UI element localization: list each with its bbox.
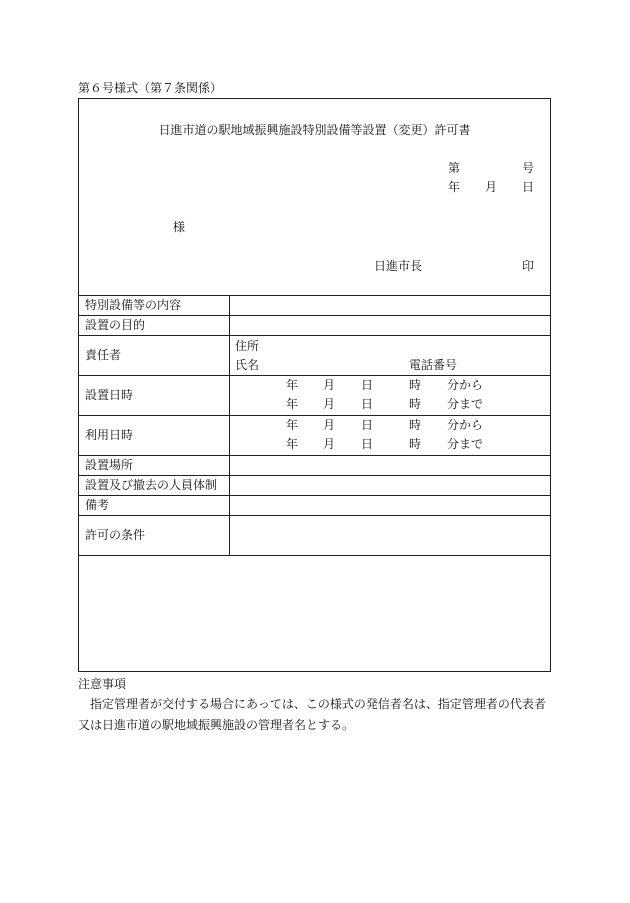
row-label-staffing: 設置及び撤去の人員体制 bbox=[85, 478, 218, 492]
number-suffix: 号 bbox=[522, 161, 535, 175]
unit-until: 分まで bbox=[447, 437, 484, 451]
row-label-purpose: 設置の目的 bbox=[85, 318, 146, 332]
row-divider bbox=[79, 315, 550, 316]
row-label-location: 設置場所 bbox=[85, 458, 134, 472]
row-label-conditions: 許可の条件 bbox=[85, 528, 146, 542]
unit-month: 月 bbox=[323, 397, 336, 411]
unit-from: 分から bbox=[447, 418, 484, 432]
field-name-label: 氏名 bbox=[235, 358, 260, 372]
unit-from: 分から bbox=[447, 378, 484, 392]
unit-day: 日 bbox=[361, 437, 374, 451]
unit-day: 日 bbox=[361, 397, 374, 411]
unit-month: 月 bbox=[323, 437, 336, 451]
row-divider bbox=[79, 375, 550, 376]
unit-month: 月 bbox=[323, 378, 336, 392]
number-prefix: 第 bbox=[448, 161, 461, 175]
table-top-border bbox=[79, 295, 550, 296]
row-divider bbox=[79, 455, 550, 456]
row-divider bbox=[79, 495, 550, 496]
unit-hour: 時 bbox=[409, 418, 422, 432]
unit-year: 年 bbox=[286, 437, 299, 451]
row-label-use-datetime: 利用日時 bbox=[85, 428, 134, 442]
date-month: 月 bbox=[485, 180, 498, 194]
issuer-name: 日進市長 bbox=[374, 259, 423, 273]
notes-heading: 注意事項 bbox=[78, 677, 127, 691]
table-bottom-border bbox=[79, 555, 550, 556]
unit-month: 月 bbox=[323, 418, 336, 432]
unit-hour: 時 bbox=[409, 397, 422, 411]
unit-day: 日 bbox=[361, 418, 374, 432]
seal-mark: 印 bbox=[522, 259, 535, 273]
unit-day: 日 bbox=[361, 378, 374, 392]
date-year: 年 bbox=[448, 180, 461, 194]
document-title: 日進市道の駅地域振興施設特別設備等設置（変更）許可書 bbox=[158, 123, 471, 137]
unit-hour: 時 bbox=[409, 437, 422, 451]
field-address-label: 住所 bbox=[235, 339, 260, 353]
notes-body: 指定管理者が交付する場合にあっては、この様式の発信者名は、指定管理者の代表者又は日進市道の駅地域振興施設の管理者名とする。 bbox=[78, 697, 546, 732]
row-label-remarks: 備考 bbox=[85, 498, 110, 512]
row-label-install-datetime: 設置日時 bbox=[85, 388, 134, 402]
row-divider bbox=[79, 335, 550, 336]
addressee-suffix: 様 bbox=[173, 220, 186, 234]
unit-until: 分まで bbox=[447, 397, 484, 411]
row-label-responsible: 責任者 bbox=[85, 348, 122, 362]
row-divider bbox=[79, 475, 550, 476]
date-day: 日 bbox=[522, 180, 535, 194]
permit-form bbox=[78, 98, 551, 672]
row-label-content: 特別設備等の内容 bbox=[85, 298, 182, 312]
row-divider bbox=[79, 515, 550, 516]
unit-hour: 時 bbox=[409, 378, 422, 392]
field-phone-label: 電話番号 bbox=[409, 358, 458, 372]
unit-year: 年 bbox=[286, 418, 299, 432]
unit-year: 年 bbox=[286, 397, 299, 411]
column-divider bbox=[229, 295, 230, 555]
unit-year: 年 bbox=[286, 378, 299, 392]
row-divider bbox=[79, 415, 550, 416]
form-number: 第６号様式（第７条関係） bbox=[78, 81, 223, 95]
